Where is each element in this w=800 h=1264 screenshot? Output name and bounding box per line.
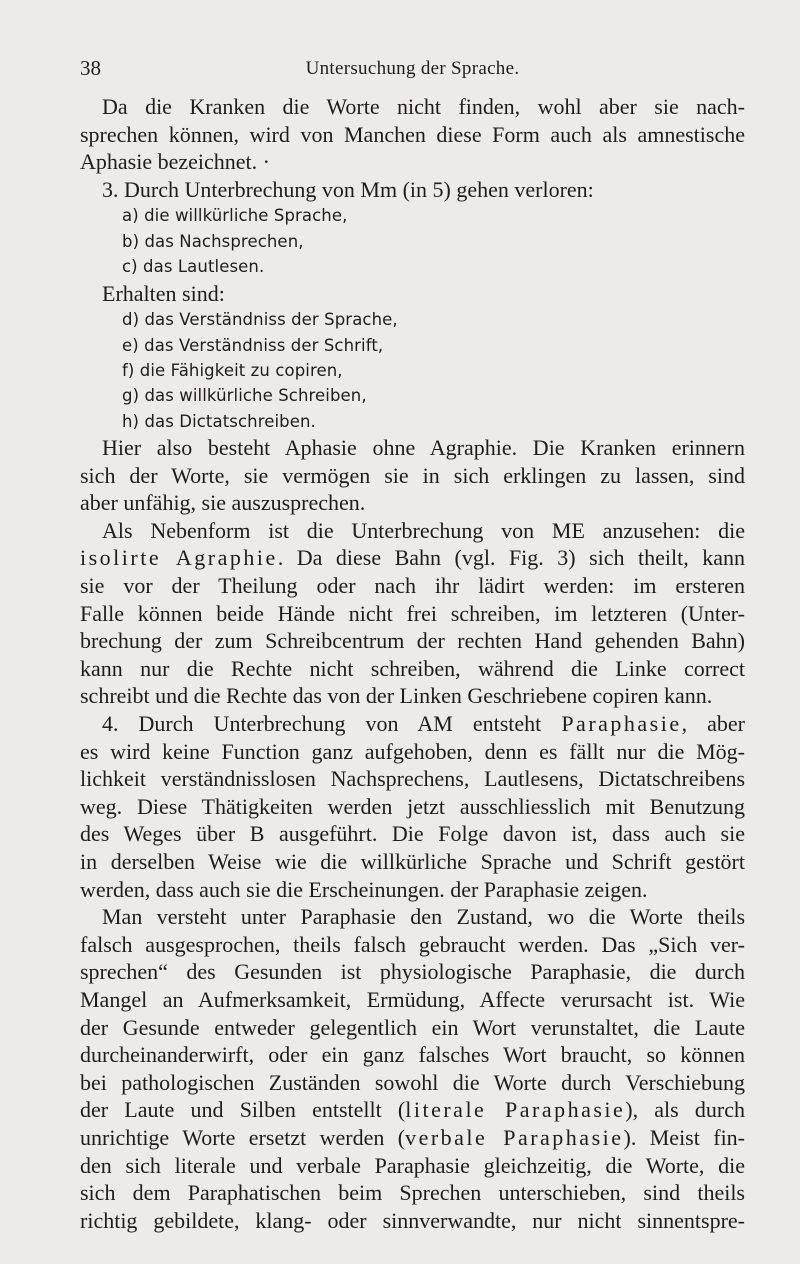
text-line: Aphasie bezeichnet. · [80, 149, 270, 175]
text-segment: . Da diese Bahn (vgl. Fig. 3) sich theilt, kann [277, 545, 745, 571]
text-line: der Gesunde entweder gelegentlich ein Wort verunstaltet, die Laute [80, 1014, 745, 1040]
text-line: h) das Dictatschreiben. [122, 411, 316, 431]
text-line: Mangel an Aufmerksamkeit, Ermüdung, Affecte verursacht ist. Wie [80, 986, 745, 1012]
text-line: kann nur die Rechte nicht schreiben, während die Linke correct [80, 655, 745, 681]
text-line: schreibt und die Rechte das von der Linken Geschriebene copiren kann. [80, 683, 713, 709]
text-line: Erhalten sind: [102, 280, 225, 306]
text-line: falsch ausgesprochen, theils falsch gebraucht werden. Das „Sich ver- [80, 931, 745, 957]
spaced-term: isolirte Agraphie [80, 545, 278, 571]
text-line: des Weges über B ausgeführt. Die Folge davon ist, dass auch sie [80, 821, 745, 847]
text-segment: der Laute und Silben entstellt ( [80, 1097, 406, 1123]
text-line: Man versteht unter Paraphasie den Zustand, wo die Worte theils [102, 904, 745, 930]
text-line: b) das Nachsprechen, [122, 231, 304, 251]
text-line: Da die Kranken die Worte nicht finden, wohl aber sie nach- [102, 94, 745, 119]
text-line: aber unfähig, sie auszusprechen. [80, 490, 366, 516]
page-number: 38 [80, 56, 101, 80]
text-line: g) das willkürliche Schreiben, [122, 386, 367, 406]
running-head: Untersuchung der Sprache. [305, 58, 520, 79]
text-line: sprechen können, wird von Manchen diese Form auch als amnestische [80, 121, 745, 147]
text-line: den sich literale und verbale Paraphasie gleichzeitig, die Worte, die [80, 1152, 745, 1178]
text-line: sprechen“ des Gesunden ist physiologische Paraphasie, die durch [80, 959, 745, 985]
text-line: brechung der zum Schreibcentrum der rechten Hand gehenden Bahn) [80, 628, 745, 654]
text-segment: 4. Durch Unterbrechung von AM entsteht [102, 711, 562, 737]
text-line: d) das Verständniss der Sprache, [122, 310, 398, 330]
text-line [80, 544, 745, 572]
text-segment: unrichtige Worte ersetzt werden ( [80, 1124, 406, 1150]
spaced-term: Paraphasie [561, 711, 682, 737]
text-line: durcheinanderwirft, oder ein ganz falsches Wort braucht, so können [80, 1042, 745, 1068]
text-line: in derselben Weise wie die willkürliche Sprache und Schrift gestört [80, 849, 745, 874]
text-line: c) das Lautlesen. [122, 257, 265, 277]
page-header [80, 56, 745, 86]
text-line: 3. Durch Unterbrechung von Mm (in 5) gehen verloren: [102, 176, 594, 202]
text-line [80, 1096, 745, 1124]
text-line: Falle können beide Hände nicht frei schreiben, im letzteren (Unter- [80, 600, 745, 626]
text-line: weg. Diese Thätigkeiten werden jetzt ausschliesslich mit Benutzung [80, 793, 745, 819]
text-line: f) die Fähigkeit zu copiren, [122, 360, 343, 380]
text-line: es wird keine Function ganz aufgehoben, denn es fällt nur die Mög- [80, 738, 745, 764]
text-line: sich der Worte, sie vermögen sie in sich erklingen zu lassen, sind [80, 462, 745, 488]
body-text [80, 93, 745, 1234]
text-segment: ), als durch [625, 1097, 745, 1123]
text-line: a) die willkürliche Sprache, [122, 206, 348, 226]
text-segment: , aber [681, 711, 745, 737]
text-line [80, 710, 745, 738]
spaced-term: verbale Paraphasie [405, 1124, 624, 1150]
text-line: Hier also besteht Aphasie ohne Agraphie. Die Kranken erinnern [102, 435, 745, 461]
text-line: werden, dass auch sie die Erscheinungen. der Paraphasie zeigen. [80, 876, 648, 902]
text-line: sich dem Paraphatischen beim Sprechen unterschieben, sind theils [80, 1180, 745, 1206]
spaced-term: literale Paraphasie [405, 1097, 626, 1123]
text-line: richtig gebildete, klang- oder sinnverwandte, nur nicht sinnentspre- [80, 1207, 745, 1233]
text-line: sie vor der Theilung oder nach ihr lädirt werden: im ersteren [80, 573, 745, 599]
text-line: bei pathologischen Zuständen sowohl die Worte durch Verschiebung [80, 1069, 745, 1095]
text-segment: ). Meist fin- [623, 1124, 745, 1150]
text-line [80, 1124, 745, 1152]
text-line: Als Nebenform ist die Unterbrechung von ME anzusehen: die [102, 517, 745, 543]
text-line: lichkeit verständnisslosen Nachsprechens, Lautlesens, Dictatschreibens [80, 766, 745, 792]
text-line: e) das Verständniss der Schrift, [122, 335, 384, 355]
